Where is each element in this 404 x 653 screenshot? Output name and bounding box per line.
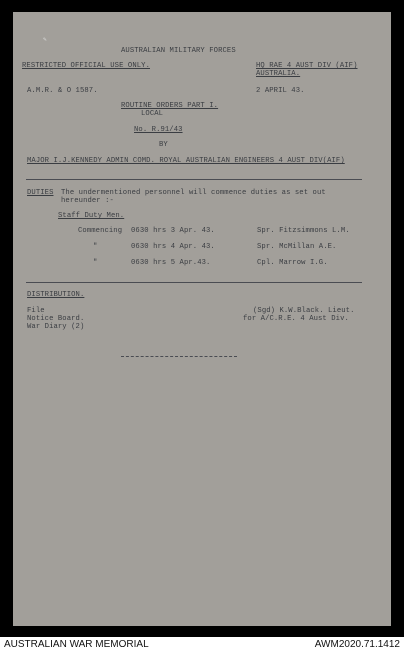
row-2-name: Spr. McMillan A.E. xyxy=(257,243,337,251)
row-2-time: 0630 hrs 4 Apr. 43. xyxy=(131,243,215,251)
paper-mark: ✎ xyxy=(43,36,47,43)
row-1-name: Spr. Fitzsimmons L.M. xyxy=(257,227,350,235)
divider-middle xyxy=(26,282,362,283)
signature-line-1: (Sgd) K.W.Black. Lieut. xyxy=(253,307,355,315)
footer-institution: AUSTRALIAN WAR MEMORIAL xyxy=(4,639,149,650)
row-2-prefix: " xyxy=(93,243,98,251)
archive-footer xyxy=(0,637,404,653)
dist-item-2: Notice Board. xyxy=(27,315,85,323)
order-number: No. R.91/43 xyxy=(134,126,183,134)
unit-line-2: AUSTRALIA. xyxy=(256,70,301,78)
dist-item-1: File xyxy=(27,307,45,315)
distribution-label: DISTRIBUTION. xyxy=(27,291,85,299)
doc-header: AUSTRALIAN MILITARY FORCES xyxy=(121,47,236,55)
duties-label: DUTIES xyxy=(27,189,54,197)
end-dashed-line xyxy=(121,356,237,357)
duties-text-1: The undermentioned personnel will commence duties as set out xyxy=(61,189,326,197)
classification: RESTRICTED OFFICIAL USE ONLY. xyxy=(22,62,150,70)
row-3-time: 0630 hrs 5 Apr.43. xyxy=(131,259,211,267)
row-3-name: Cpl. Marrow I.G. xyxy=(257,259,328,267)
row-1-prefix: Commencing xyxy=(78,227,123,235)
title-line-1: ROUTINE ORDERS PART I. xyxy=(121,102,219,110)
signature-line-2: for A/C.R.E. 4 Aust Div. xyxy=(243,315,349,323)
divider-top xyxy=(26,179,362,180)
unit-line-1: HQ RAE 4 AUST DIV (AIF) xyxy=(256,62,358,70)
document-page xyxy=(13,12,391,626)
staff-duty-heading: Staff Duty Men. xyxy=(58,212,125,220)
duties-text-2: hereunder :- xyxy=(61,197,114,205)
reference: A.M.R. & O 1587. xyxy=(27,87,98,95)
dist-item-3: War Diary (2) xyxy=(27,323,85,331)
doc-date: 2 APRIL 43. xyxy=(256,87,305,95)
footer-accession: AWM2020.71.1412 xyxy=(314,639,400,650)
row-3-prefix: " xyxy=(93,259,98,267)
issued-by: MAJOR I.J.KENNEDY ADMIN COMD. ROYAL AUSTRALIAN ENGINEERS 4 AUST DIV(AIF) xyxy=(27,157,345,165)
title-line-2: LOCAL xyxy=(141,110,164,118)
row-1-time: 0630 hrs 3 Apr. 43. xyxy=(131,227,215,235)
by-label: BY xyxy=(159,141,168,149)
